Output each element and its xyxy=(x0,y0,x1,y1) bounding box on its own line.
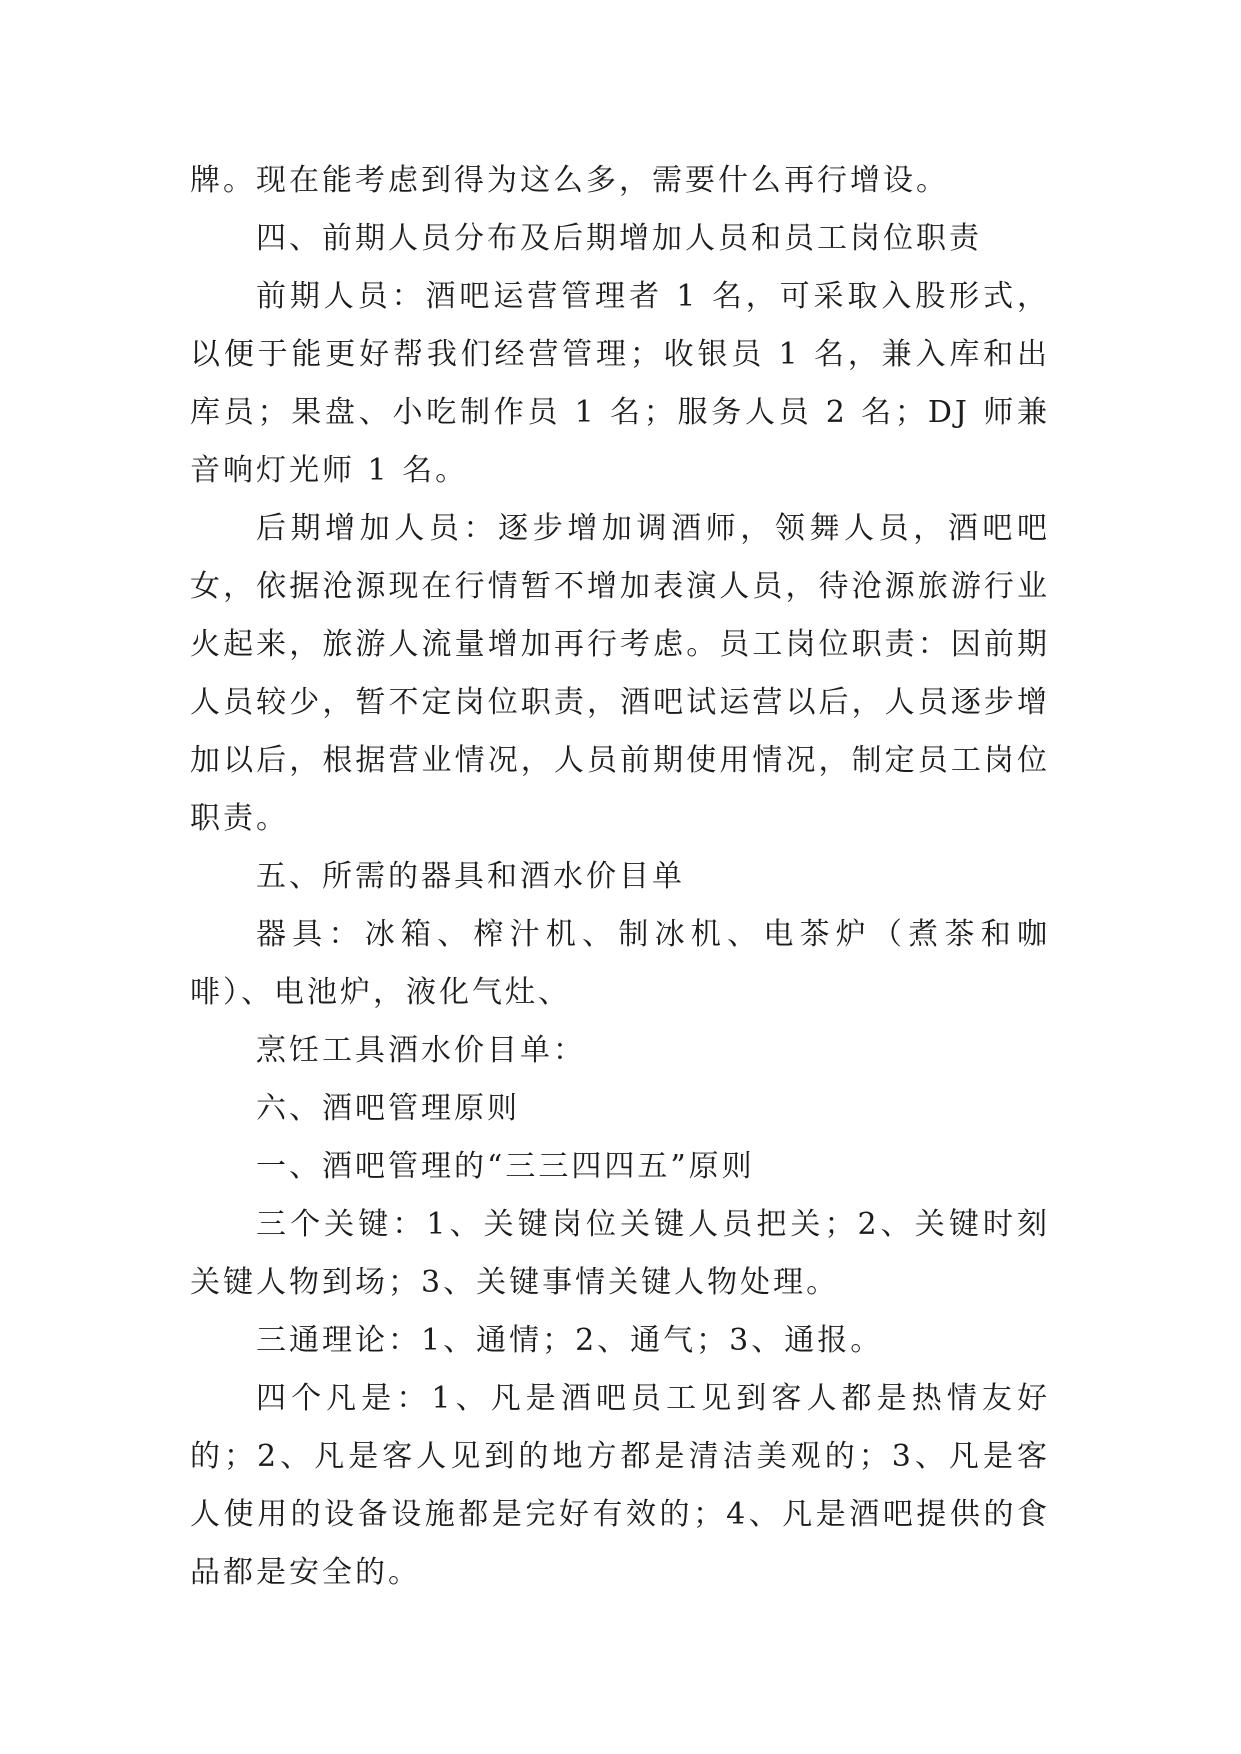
paragraph-equipment: 器具：冰箱、榨汁机、制冰机、电茶炉（煮茶和咖啡）、电池炉，液化气灶、 xyxy=(190,917,1050,1010)
paragraph-price-list: 烹饪工具酒水价目单： xyxy=(256,1033,586,1068)
paragraph-four-whatevers: 四个凡是：1、凡是酒吧员工见到客人都是热情友好的；2、凡是客人见到的地方都是清洁美观的；3、凡是客人使用的设备设施都是完好有效的；4、凡是酒吧提供的食品都是安全的。 xyxy=(190,1381,1050,1590)
paragraph-continuation: 牌。现在能考虑到得为这么多，需要什么再行增设。 xyxy=(190,163,949,198)
section-heading-staffing: 四、前期人员分布及后期增加人员和员工岗位职责 xyxy=(256,221,982,256)
subheading-principles: 一、酒吧管理的“三三四四五”原则 xyxy=(256,1149,755,1184)
section-heading-equipment: 五、所需的器具和酒水价目单 xyxy=(256,859,685,894)
paragraph-three-keys: 三个关键：1、关键岗位关键人员把关；2、关键时刻关键人物到场；3、关键事情关键人物处理。 xyxy=(190,1207,1050,1300)
paragraph-later-staff: 后期增加人员：逐步增加调酒师，领舞人员，酒吧吧女，依据沧源现在行情暂不增加表演人员，待沧源旅游行业火起来，旅游人流量增加再行考虑。员工岗位职责：因前期人员较少，暂不定岗位职责，酒吧试运营以后，人员逐步增加以后，根据营业情况，人员前期使用情况，制定员工岗位职责。 xyxy=(190,511,1050,836)
section-heading-principles: 六、酒吧管理原则 xyxy=(256,1091,520,1126)
document-body xyxy=(190,152,1050,1602)
paragraph-initial-staff: 前期人员：酒吧运营管理者 1 名，可采取入股形式，以便于能更好帮我们经营管理；收银员 1 名，兼入库和出库员；果盘、小吃制作员 1 名；服务人员 2 名；DJ 师兼音响灯光师 1 名。 xyxy=(190,279,1050,488)
paragraph-three-communications: 三通理论：1、通情；2、通气；3、通报。 xyxy=(256,1323,884,1358)
